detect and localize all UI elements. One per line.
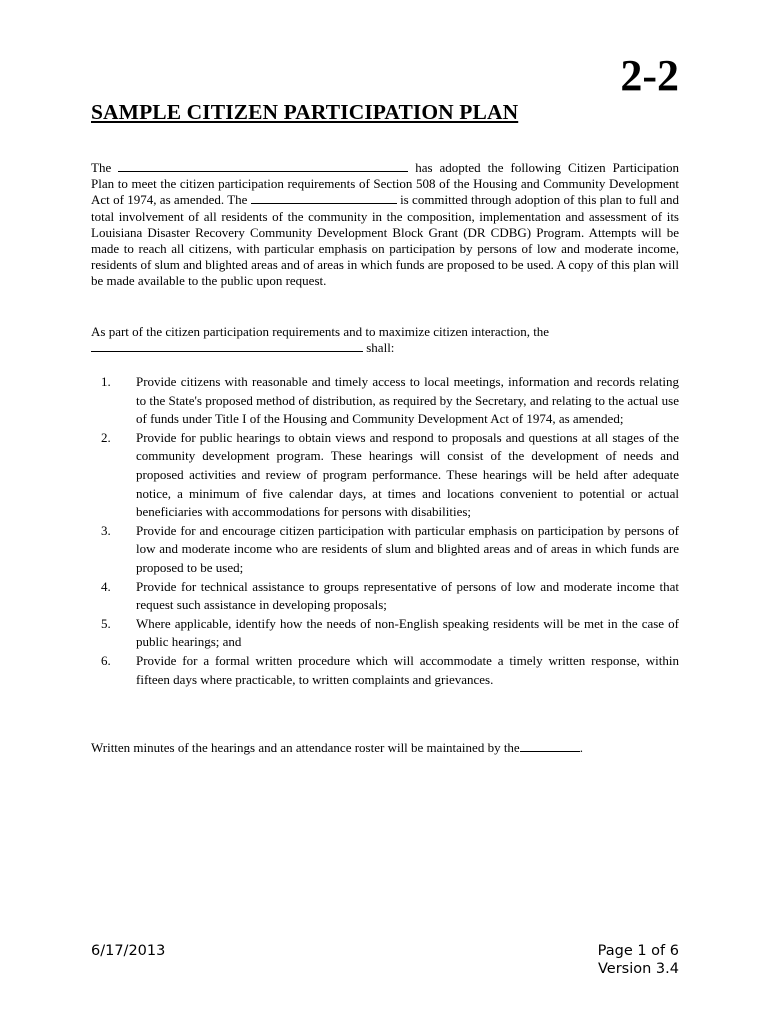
requirements-list [91, 373, 679, 689]
section-number: 2-2 [620, 51, 679, 100]
list-item [91, 429, 679, 522]
footer-date: 6/17/2013 [91, 943, 166, 959]
list-item-text: Provide for technical assistance to groups representative of persons of low and moderate income that request such assistance in developing proposals; [136, 578, 679, 613]
list-item-number: 6. [101, 652, 111, 668]
minutes-text: Written minutes of the hearings and an attendance roster will be maintained by the [91, 740, 520, 755]
requirements-intro-tail: shall: [366, 340, 395, 356]
list-item-text: Provide citizens with reasonable and timely access to local meetings, information and records relating to the State's proposed method of distribution, as required by the Secretary, and relating to the actual use of funds under Title I of the Housing and Community Development Act of 1974, as amended; [136, 374, 679, 427]
list-item-number: 3. [101, 522, 111, 538]
list-item-text: Provide for a formal written procedure which will accommodate a timely written response, within fifteen days where practicable, to written complaints and grievances. [136, 652, 679, 687]
minutes-statement [91, 740, 583, 756]
list-item [91, 578, 679, 615]
list-item-number: 2. [101, 429, 111, 445]
grantee-name-blank-2 [251, 192, 397, 204]
requirements-intro-lead: As part of the citizen participation requirements and to maximize citizen interaction, the [91, 324, 550, 339]
intro-text-start: The [91, 160, 112, 175]
list-item [91, 522, 679, 578]
minutes-period: . [579, 740, 583, 755]
list-item-number: 1. [101, 374, 111, 389]
list-item-number: 5. [101, 615, 111, 631]
list-item-text: Provide for public hearings to obtain views and respond to proposals and questions at all stages of the community development program. These hearings will consist of the development of needs and proposed activities and review of program performance. These hearings will be held after adequate notice, a minimum of five calendar days, at times and locations convenient to potential or actual beneficiaries with accommodations for persons with disabilities; [136, 429, 679, 520]
footer-page-number: Page 1 of 6 [597, 943, 679, 959]
grantee-name-blank [118, 160, 408, 172]
intro-paragraph [91, 160, 679, 290]
grantee-name-blank-3 [91, 340, 363, 352]
list-item [91, 652, 679, 689]
intro-text-end: is committed through adoption of this plan to full and total involvement of all residents of the community in the composition, implementation and assessment of its Louisiana Disaster Recovery Community Development Block Grant (DR CDBG) Program. Attempts will be made to reach all citizens, with particular emphasis on participation by persons of low and moderate income, residents of slum and blighted areas and of areas in which funds are proposed to be used. A copy of this plan will be made available to the public upon request. [91, 192, 680, 289]
intro-text-middle: has adopted the following Citizen Participation Plan to meet the citizen participation requirements of Section 508 of the Housing and Community Development Act of 1974, as amended. The [91, 160, 679, 208]
minutes-blank [520, 740, 580, 752]
document-title: SAMPLE CITIZEN PARTICIPATION PLAN [91, 100, 519, 124]
footer-page-info [598, 942, 679, 978]
footer-version: Version 3.4 [598, 961, 679, 977]
requirements-intro-paragraph [91, 324, 679, 356]
list-item-number: 4. [101, 578, 111, 594]
list-item [91, 615, 679, 652]
list-item [91, 373, 679, 429]
list-item-text: Provide for and encourage citizen participation with particular emphasis on participation by persons of low and moderate income who are residents of slum and blighted areas and of areas in which funds are proposed to be used; [136, 522, 679, 575]
list-item-text: Where applicable, identify how the needs of non-English speaking residents will be met in the case of public hearings; and [136, 615, 679, 650]
